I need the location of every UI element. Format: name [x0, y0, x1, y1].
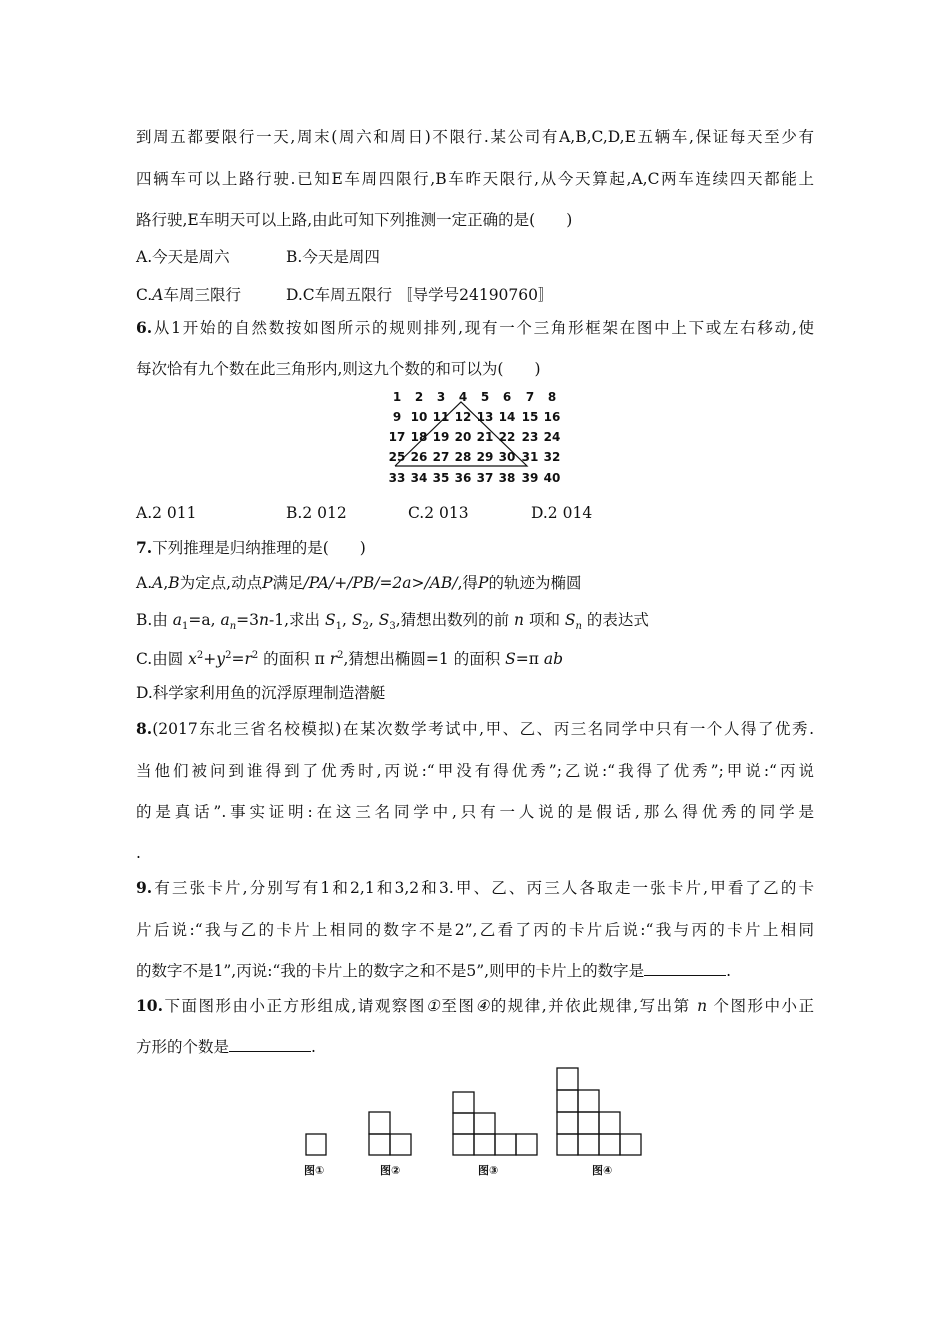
grid-number: 36 — [454, 471, 472, 485]
grid-number: 16 — [543, 410, 561, 424]
fig4-square — [578, 1112, 599, 1134]
q10-line-2: 方形的个数是 . — [136, 1038, 316, 1056]
grid-number: 38 — [498, 471, 516, 485]
q6-option-c: C.2 013 — [408, 504, 469, 522]
grid-number: 23 — [521, 430, 539, 444]
grid-number: 8 — [547, 390, 557, 404]
fig4-square — [557, 1134, 578, 1155]
grid-number: 18 — [410, 430, 428, 444]
q5-option-b: B.今天是周四 — [286, 248, 380, 266]
q7-option-a: A.A,B为定点,动点P满足/PA/+/PB/=2a>/AB/,得P的轨迹为椭圆 — [136, 574, 582, 592]
grid-number: 30 — [498, 450, 516, 464]
q9-line-2: 片后说:“我与乙的卡片上相同的数字不是2”,乙看了丙的卡片后说:“我与丙的卡片上相同 — [136, 921, 814, 939]
fig2-square — [369, 1134, 390, 1155]
q6-option-d: D.2 014 — [531, 504, 593, 522]
grid-number: 15 — [521, 410, 539, 424]
square-pattern-figures — [296, 1064, 656, 1184]
grid-number: 19 — [432, 430, 450, 444]
fig4-square — [599, 1112, 620, 1134]
q7-option-d: D.科学家利用鱼的沉浮原理制造潜艇 — [136, 684, 386, 702]
grid-number: 5 — [480, 390, 490, 404]
grid-number: 37 — [476, 471, 494, 485]
guide-ref: 〚导学号24190760〛 — [397, 286, 554, 304]
q6-line-2: 每次恰有九个数在此三角形内,则这九个数的和可以为( ) — [136, 360, 541, 378]
fig3-square — [474, 1134, 495, 1155]
fig3-square — [453, 1134, 474, 1155]
grid-number: 20 — [454, 430, 472, 444]
grid-number: 39 — [521, 471, 539, 485]
fig3-square — [516, 1134, 537, 1155]
grid-number: 28 — [454, 450, 472, 464]
grid-number: 35 — [432, 471, 450, 485]
q5-line-3: 路行驶,E车明天可以上路,由此可知下列推测一定正确的是( ) — [136, 211, 573, 229]
fig3-square — [453, 1092, 474, 1113]
q6-option-a: A.2 011 — [136, 504, 197, 522]
q5-line-2: 四辆车可以上路行驶.已知E车周四限行,B车昨天限行,从今天算起,A,C两车连续四天都能上 — [136, 170, 814, 188]
grid-number: 22 — [498, 430, 516, 444]
q5-option-d: D.C车周五限行 〚导学号24190760〛 — [286, 286, 554, 304]
q7-option-b: B.由 $a_1=a$, $a_n=3n-1$,求出 $S_1$, $S_2$, $S_3$,猜想出数列的前 n 项和 $S_n$ 的表达式 — [136, 611, 649, 633]
fig4-square — [578, 1090, 599, 1112]
q5-line-1: 到周五都要限行一天,周末(周六和周日)不限行.某公司有A,B,C,D,E五辆车,保证每天至少有 — [136, 128, 814, 146]
q8-line-4: . — [136, 844, 141, 862]
fig1-label: 图① — [304, 1164, 325, 1177]
q6-line-1: 6.从1开始的自然数按如图所示的规则排列,现有一个三角形框架在图中上下或左右移动,使 — [136, 318, 814, 337]
grid-number: 31 — [521, 450, 539, 464]
grid-number: 33 — [388, 471, 406, 485]
grid-number: 6 — [502, 390, 512, 404]
fig4-square — [578, 1134, 599, 1155]
grid-number: 27 — [432, 450, 450, 464]
q7-option-c: C.由圆 $x^2+y^2=r^2$ 的面积 π $r^2$,猜想出椭圆=1 的面积 S=π ab — [136, 650, 564, 669]
fig2-square — [369, 1112, 390, 1134]
q8-line-1: 8.(2017东北三省名校模拟)在某次数学考试中,甲、乙、丙三名同学中只有一个人得了优秀. — [136, 719, 814, 738]
grid-number: 24 — [543, 430, 561, 444]
fig4-square — [620, 1134, 641, 1155]
fig3-square — [474, 1113, 495, 1134]
grid-number: 9 — [392, 410, 402, 424]
grid-number: 11 — [432, 410, 450, 424]
grid-number: 10 — [410, 410, 428, 424]
grid-number: 40 — [543, 471, 561, 485]
q9-line-3: 的数字不是1”,丙说:“我的卡片上的数字之和不是5”,则甲的卡片上的数字是 . — [136, 962, 732, 980]
grid-number: 32 — [543, 450, 561, 464]
grid-number: 2 — [414, 390, 424, 404]
grid-number: 1 — [392, 390, 402, 404]
fig1-square — [306, 1134, 326, 1155]
fig4-label: 图④ — [592, 1164, 613, 1177]
grid-number: 3 — [436, 390, 446, 404]
grid-number: 26 — [410, 450, 428, 464]
grid-number: 34 — [410, 471, 428, 485]
q7-stem: 7.下列推理是归纳推理的是( ) — [136, 538, 366, 557]
fig4-square — [557, 1068, 578, 1090]
fig2-label: 图② — [380, 1164, 401, 1177]
number-grid-figure — [384, 386, 574, 490]
q9-answer-blank — [644, 961, 726, 976]
q10-answer-blank — [229, 1037, 311, 1052]
grid-number: 14 — [498, 410, 516, 424]
grid-number: 7 — [525, 390, 535, 404]
q5-option-a: A.今天是周六 — [136, 248, 230, 266]
q6-option-b: B.2 012 — [286, 504, 347, 522]
q10-line-1: 10.下面图形由小正方形组成,请观察图①至图④的规律,并依此规律,写出第 n 个图形中小正 — [136, 996, 814, 1015]
grid-number: 4 — [458, 390, 468, 404]
fig4-square — [557, 1090, 578, 1112]
fig4-square — [557, 1112, 578, 1134]
grid-number: 25 — [388, 450, 406, 464]
fig2-square — [390, 1134, 411, 1155]
grid-number: 29 — [476, 450, 494, 464]
fig3-square — [495, 1134, 516, 1155]
q8-line-3: 的是真话”.事实证明:在这三名同学中,只有一人说的是假话,那么得优秀的同学是 — [136, 803, 814, 821]
fig3-label: 图③ — [478, 1164, 499, 1177]
q9-line-1: 9.有三张卡片,分别写有1和2,1和3,2和3.甲、乙、丙三人各取走一张卡片,甲看了乙的卡 — [136, 878, 814, 897]
fig4-square — [599, 1134, 620, 1155]
grid-number: 12 — [454, 410, 472, 424]
q5-option-c: C.A车周三限行 — [136, 286, 241, 304]
grid-number: 13 — [476, 410, 494, 424]
grid-number: 21 — [476, 430, 494, 444]
fig3-square — [453, 1113, 474, 1134]
q8-line-2: 当他们被问到谁得到了优秀时,丙说:“甲没有得优秀”;乙说:“我得了优秀”;甲说:“丙说 — [136, 762, 814, 780]
grid-number: 17 — [388, 430, 406, 444]
